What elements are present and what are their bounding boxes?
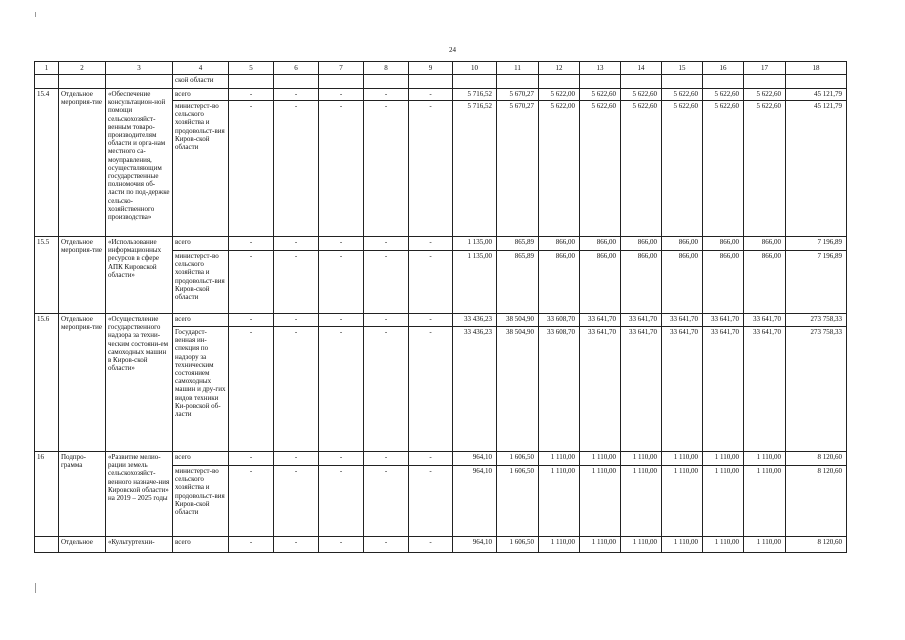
value-cell: 866,00 <box>662 237 703 251</box>
value-cell: 33 641,70 <box>580 314 621 327</box>
value-cell: 5 622,60 <box>621 101 662 237</box>
budget-table <box>34 61 847 553</box>
item-name-cell: «Культуртехни- <box>106 537 173 553</box>
value-cell: 866,00 <box>744 251 786 314</box>
value-cell: 5 622,60 <box>662 89 703 101</box>
value-cell: 964,10 <box>453 452 497 466</box>
value-cell: - <box>229 314 274 327</box>
name-cell <box>106 75 173 89</box>
value-cell <box>364 75 409 89</box>
value-cell: 1 110,00 <box>662 452 703 466</box>
value-cell: - <box>229 251 274 314</box>
value-cell: 33 641,70 <box>744 327 786 452</box>
executor-cell: министерст-во сельского хозяйства и продовольст-вия Киров-ской области <box>173 466 229 537</box>
scan-speck <box>35 12 36 17</box>
value-cell: 5 622,60 <box>621 89 662 101</box>
value-cell: - <box>409 101 453 237</box>
table-row <box>35 237 847 251</box>
value-cell: 1 110,00 <box>744 537 786 553</box>
column-header-7: 7 <box>319 62 364 75</box>
value-cell: 1 135,00 <box>453 237 497 251</box>
value-cell: 7 196,89 <box>786 251 847 314</box>
value-cell: 33 641,70 <box>621 314 662 327</box>
value-cell: - <box>229 452 274 466</box>
value-cell: - <box>229 327 274 452</box>
value-cell: 33 641,70 <box>744 314 786 327</box>
value-cell: - <box>409 537 453 553</box>
column-header-8: 8 <box>364 62 409 75</box>
value-cell: - <box>364 89 409 101</box>
value-cell: 273 758,33 <box>786 327 847 452</box>
scan-speck <box>35 583 36 593</box>
value-cell: 33 641,70 <box>662 314 703 327</box>
column-header-10: 10 <box>453 62 497 75</box>
value-cell <box>229 75 274 89</box>
value-cell: - <box>409 251 453 314</box>
value-cell: 1 110,00 <box>580 537 621 553</box>
column-header-6: 6 <box>274 62 319 75</box>
item-type-cell: Отдельное мероприя-тие <box>59 89 106 237</box>
value-cell <box>409 75 453 89</box>
value-cell: - <box>274 251 319 314</box>
value-cell: - <box>409 237 453 251</box>
value-cell: 7 196,89 <box>786 237 847 251</box>
value-cell: 964,10 <box>453 466 497 537</box>
value-cell: 5 622,60 <box>703 101 744 237</box>
value-cell <box>744 75 786 89</box>
value-cell: 5 622,00 <box>539 101 580 237</box>
value-cell <box>662 75 703 89</box>
value-cell <box>621 75 662 89</box>
type-cell <box>59 75 106 89</box>
value-cell: 1 110,00 <box>703 537 744 553</box>
value-cell: 1 606,50 <box>497 452 539 466</box>
value-cell: - <box>364 537 409 553</box>
value-cell: 38 504,90 <box>497 327 539 452</box>
value-cell: - <box>319 237 364 251</box>
value-cell: - <box>229 89 274 101</box>
value-cell: 33 608,70 <box>539 327 580 452</box>
value-cell: 8 120,60 <box>786 537 847 553</box>
value-cell: 1 110,00 <box>744 452 786 466</box>
item-type-cell: Отдельное мероприя-тие <box>59 237 106 314</box>
value-cell: 1 110,00 <box>621 537 662 553</box>
value-cell: 5 622,60 <box>703 89 744 101</box>
table-row <box>35 89 847 101</box>
value-cell: 1 110,00 <box>539 537 580 553</box>
item-type-cell: Подпро-грамма <box>59 452 106 537</box>
value-cell: 33 641,70 <box>703 314 744 327</box>
num-cell <box>35 75 59 89</box>
column-header-15: 15 <box>662 62 703 75</box>
value-cell: 5 622,60 <box>744 101 786 237</box>
value-cell: 273 758,33 <box>786 314 847 327</box>
item-number-cell <box>35 537 59 553</box>
value-cell: 33 436,23 <box>453 314 497 327</box>
value-cell: - <box>229 237 274 251</box>
value-cell: 5 622,00 <box>539 89 580 101</box>
value-cell: - <box>229 101 274 237</box>
value-cell: - <box>319 537 364 553</box>
value-cell <box>539 75 580 89</box>
value-cell: 1 606,50 <box>497 466 539 537</box>
value-cell: - <box>274 314 319 327</box>
table-row <box>35 314 847 327</box>
value-cell: - <box>364 452 409 466</box>
value-cell: 1 110,00 <box>580 466 621 537</box>
item-name-cell: «Обеспечение консультацион-ной помощи сельскохозяйст-венным товаро-производителям области и орга-нам местного са-моуправления, осуществляющим государственные полномочия об-ласти по под-держке сельско-хозяйственного производства» <box>106 89 173 237</box>
value-cell: 5 670,27 <box>497 89 539 101</box>
executor-cell: всего <box>173 314 229 327</box>
column-header-12: 12 <box>539 62 580 75</box>
value-cell: 5 622,60 <box>580 101 621 237</box>
value-cell: 866,00 <box>703 237 744 251</box>
value-cell: 1 110,00 <box>662 466 703 537</box>
value-cell: - <box>274 237 319 251</box>
value-cell: 866,00 <box>621 251 662 314</box>
value-cell: - <box>364 466 409 537</box>
value-cell: 1 110,00 <box>621 466 662 537</box>
value-cell: 866,00 <box>539 237 580 251</box>
value-cell: 865,89 <box>497 237 539 251</box>
value-cell: - <box>364 327 409 452</box>
value-cell: - <box>409 452 453 466</box>
value-cell: - <box>364 251 409 314</box>
column-header-18: 18 <box>786 62 847 75</box>
value-cell: 5 716,52 <box>453 89 497 101</box>
item-number-cell: 15.6 <box>35 314 59 452</box>
value-cell: 1 606,50 <box>497 537 539 553</box>
value-cell: - <box>319 251 364 314</box>
value-cell: 866,00 <box>744 237 786 251</box>
value-cell: 866,00 <box>662 251 703 314</box>
continuation-row <box>35 75 847 89</box>
table-row <box>35 537 847 553</box>
executor-cell: всего <box>173 452 229 466</box>
value-cell: 8 120,60 <box>786 466 847 537</box>
value-cell: - <box>274 327 319 452</box>
value-cell: 5 622,60 <box>662 101 703 237</box>
executor-cell: всего <box>173 237 229 251</box>
value-cell: - <box>319 327 364 452</box>
value-cell: 5 716,52 <box>453 101 497 237</box>
value-cell: - <box>409 314 453 327</box>
value-cell: - <box>229 466 274 537</box>
column-header-4: 4 <box>173 62 229 75</box>
value-cell: 866,00 <box>703 251 744 314</box>
value-cell: 1 110,00 <box>580 452 621 466</box>
value-cell: 1 110,00 <box>703 452 744 466</box>
column-header-5: 5 <box>229 62 274 75</box>
value-cell: - <box>274 537 319 553</box>
header-row <box>35 62 847 75</box>
column-header-17: 17 <box>744 62 786 75</box>
value-cell: - <box>274 101 319 237</box>
value-cell: - <box>274 452 319 466</box>
value-cell: 1 110,00 <box>539 452 580 466</box>
value-cell: 5 622,60 <box>580 89 621 101</box>
value-cell: 1 135,00 <box>453 251 497 314</box>
column-header-9: 9 <box>409 62 453 75</box>
table-row <box>35 452 847 466</box>
value-cell: 38 504,90 <box>497 314 539 327</box>
value-cell: - <box>319 89 364 101</box>
item-type-cell: Отдельное мероприя-тие <box>59 314 106 452</box>
value-cell: - <box>319 466 364 537</box>
item-name-cell: «Развитие мелио-рации земель сельскохозяйст-венного назначе-ния Кировской области» на 2019 – 2025 годы <box>106 452 173 537</box>
column-header-13: 13 <box>580 62 621 75</box>
column-header-2: 2 <box>59 62 106 75</box>
column-header-11: 11 <box>497 62 539 75</box>
column-header-16: 16 <box>703 62 744 75</box>
item-name-cell: «Осуществление государственного надзора за техни-ческим состояни-ем самоходных машин в Киров-ской области» <box>106 314 173 452</box>
value-cell: 5 670,27 <box>497 101 539 237</box>
value-cell: 5 622,60 <box>744 89 786 101</box>
page-number: 24 <box>449 46 456 54</box>
value-cell: 964,10 <box>453 537 497 553</box>
value-cell: - <box>364 314 409 327</box>
value-cell: 1 110,00 <box>539 466 580 537</box>
value-cell: - <box>319 314 364 327</box>
column-header-3: 3 <box>106 62 173 75</box>
value-cell: - <box>319 101 364 237</box>
value-cell <box>319 75 364 89</box>
value-cell: 33 641,70 <box>703 327 744 452</box>
value-cell: 33 641,70 <box>580 327 621 452</box>
value-cell: - <box>409 89 453 101</box>
column-header-14: 14 <box>621 62 662 75</box>
executor-cell: ской области <box>173 75 229 89</box>
item-number-cell: 16 <box>35 452 59 537</box>
value-cell: - <box>409 466 453 537</box>
value-cell: 866,00 <box>621 237 662 251</box>
value-cell <box>703 75 744 89</box>
item-type-cell: Отдельное <box>59 537 106 553</box>
executor-cell: всего <box>173 537 229 553</box>
value-cell: 865,89 <box>497 251 539 314</box>
value-cell: - <box>364 237 409 251</box>
value-cell: 33 641,70 <box>662 327 703 452</box>
executor-cell: Государст-венная ин-спекция по надзору за техническим состоянием самоходных машин и дру-гих видов техники Ки-ровской об-ласти <box>173 327 229 452</box>
value-cell <box>453 75 497 89</box>
value-cell: 45 121,79 <box>786 101 847 237</box>
item-number-cell: 15.4 <box>35 89 59 237</box>
executor-cell: министерст-во сельского хозяйства и продовольст-вия Киров-ской области <box>173 251 229 314</box>
value-cell: - <box>409 327 453 452</box>
value-cell: 45 121,79 <box>786 89 847 101</box>
executor-cell: министерст-во сельского хозяйства и продовольст-вия Киров-ской области <box>173 101 229 237</box>
value-cell: 33 608,70 <box>539 314 580 327</box>
item-name-cell: «Использование информационных ресурсов в сфере АПК Кировской области» <box>106 237 173 314</box>
value-cell <box>786 75 847 89</box>
value-cell: 8 120,60 <box>786 452 847 466</box>
value-cell: 1 110,00 <box>744 466 786 537</box>
value-cell: - <box>364 101 409 237</box>
value-cell: 866,00 <box>580 237 621 251</box>
value-cell: 33 436,23 <box>453 327 497 452</box>
value-cell: - <box>274 89 319 101</box>
item-number-cell: 15.5 <box>35 237 59 314</box>
executor-cell: всего <box>173 89 229 101</box>
value-cell: 866,00 <box>539 251 580 314</box>
value-cell <box>497 75 539 89</box>
value-cell: - <box>319 452 364 466</box>
value-cell <box>274 75 319 89</box>
value-cell: 866,00 <box>580 251 621 314</box>
value-cell <box>580 75 621 89</box>
value-cell: 1 110,00 <box>662 537 703 553</box>
value-cell: - <box>274 466 319 537</box>
value-cell: 1 110,00 <box>621 452 662 466</box>
column-header-1: 1 <box>35 62 59 75</box>
value-cell: - <box>229 537 274 553</box>
value-cell: 33 641,70 <box>621 327 662 452</box>
value-cell: 1 110,00 <box>703 466 744 537</box>
